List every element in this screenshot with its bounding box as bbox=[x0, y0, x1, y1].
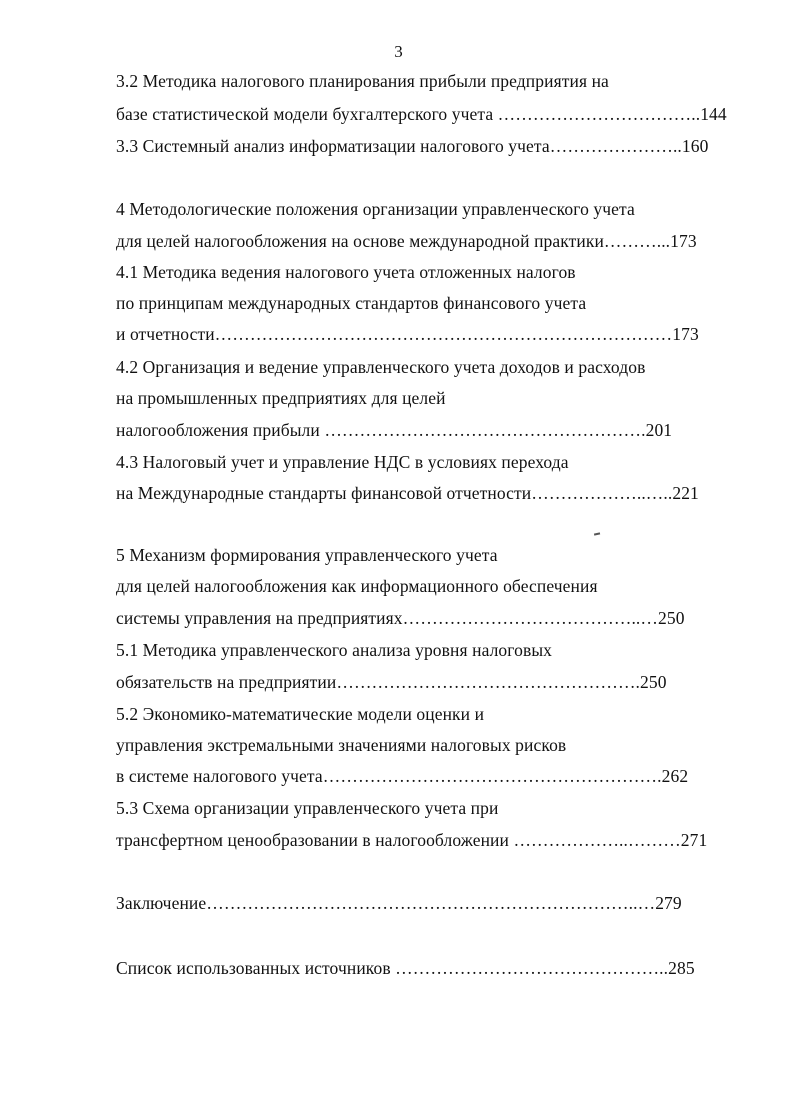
toc-line: 5.1 Методика управленческого анализа уровня налоговых bbox=[116, 640, 553, 660]
toc-line: в системе налогового учета………………………………………………….262 bbox=[116, 766, 689, 786]
toc-line: 4.3 Налоговый учет и управление НДС в условиях перехода bbox=[116, 452, 569, 472]
toc-line: Заключение………………………………………………………………..…279 bbox=[116, 893, 682, 913]
toc-line: на Международные стандарты финансовой отчетности………………..…..221 bbox=[116, 483, 699, 503]
toc-line: управления экстремальными значениями налоговых рисков bbox=[116, 735, 567, 755]
toc-line: на промышленных предприятиях для целей bbox=[116, 388, 446, 408]
toc-line: 3.3 Системный анализ информатизации налогового учета…………………..160 bbox=[116, 136, 709, 156]
toc-line: 5.3 Схема организации управленческого учета при bbox=[116, 798, 499, 818]
toc-line: налогообложения прибыли ……………………………………………….201 bbox=[116, 420, 673, 440]
toc-line: базе статистической модели бухгалтерского учета ……………………………..144 bbox=[116, 104, 727, 124]
toc-line: 5.2 Экономико-математические модели оценки и bbox=[116, 704, 485, 724]
toc-line: обязательств на предприятии…………………………………………….250 bbox=[116, 672, 667, 692]
toc-line: 4 Методологические положения организации управленческого учета bbox=[116, 199, 635, 219]
toc-line: 4.1 Методика ведения налогового учета отложенных налогов bbox=[116, 262, 576, 282]
toc-line: и отчетности……………………………………………………………………173 bbox=[116, 324, 699, 344]
toc-line: 4.2 Организация и ведение управленческого учета доходов и расходов bbox=[116, 357, 646, 377]
scan-speck bbox=[594, 532, 600, 535]
toc-line: 5 Механизм формирования управленческого учета bbox=[116, 545, 498, 565]
toc-line: для целей налогообложения на основе международной практики………...173 bbox=[116, 231, 697, 251]
toc-line: трансфертном ценообразовании в налогообложении ………………..………271 bbox=[116, 830, 708, 850]
toc-line: по принципам международных стандартов финансового учета bbox=[116, 293, 587, 313]
toc-line: для целей налогообложения как информационного обеспечения bbox=[116, 576, 598, 596]
toc-line: Список использованных источников ………………………………………..285 bbox=[116, 958, 695, 978]
toc-line: 3.2 Методика налогового планирования прибыли предприятия на bbox=[116, 71, 609, 91]
toc-line: системы управления на предприятиях…………………………………..…250 bbox=[116, 608, 685, 628]
page-number: 3 bbox=[394, 42, 403, 61]
